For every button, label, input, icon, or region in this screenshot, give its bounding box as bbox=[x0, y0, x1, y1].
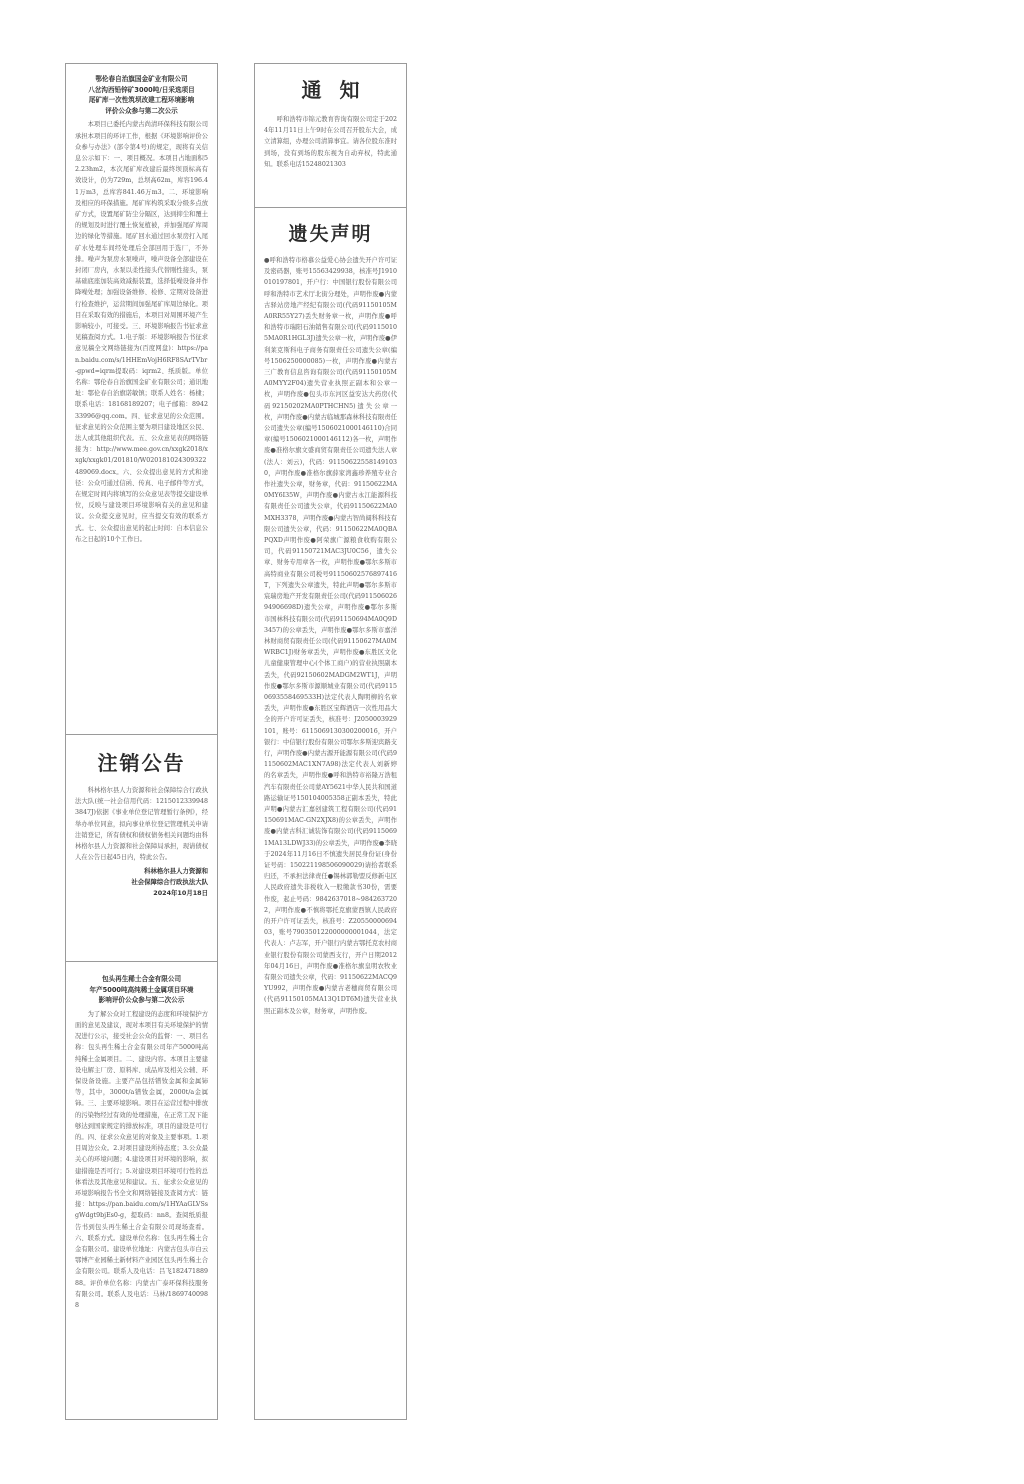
signature-line: 科林格尔县人力资源和 bbox=[144, 867, 208, 876]
deregistration-notice bbox=[66, 734, 217, 961]
title-line: 影响评价公众参与第二次公示 bbox=[98, 996, 185, 1005]
eia-notice-baotou bbox=[66, 961, 217, 1419]
title-line: 鄂伦春自治旗国金矿业有限公司 bbox=[95, 75, 188, 83]
deregistration-signature bbox=[75, 866, 208, 898]
loss-declaration bbox=[255, 207, 406, 1419]
meeting-notice-body: 呼和浩特市锦元教育咨询有限公司定于2024年11月11日上午9时在公司召开股东大会，成立清算组，办理公司清算事宜。请各位股东准时到场，没有到场的股东视为自动弃权，特此通知。联系电话15248021303 bbox=[264, 116, 397, 168]
title-line: 评价公众参与第二次公示 bbox=[105, 106, 178, 115]
loss-declaration-body: ●呼和浩特市格慕公益爱心协会遗失开户许可证及密码器，账号15563429938，核准号J1910010197801，开户行：中国银行股份有限公司呼和浩特市艺术厅北街分理处，声明作废●内蒙古驿站房地产经纪有限公司(代码91150105MA0RR55Y27)丢失财务章一枚，声明作废●呼和浩特市瑞阳石油销售有限公司(代码91150105MA0R1HGL3J)遗失公章一枚，声明作废●伊利莱克斯科电子商务有限责任公司遗失公章(编号1506250000085)一枚，声明作废●内蒙古三广教育信息咨询有限公司(代码91150105MA0MYY2F04)遗失营业执照正副本和公章一枚，声明作废●包头市东河区益安达大药房(代码92150202MA0PTHCHN5)遗失公章一枚，声明作废●内蒙古临城那森林科技有限责任公司遗失公章(编号1506021000146110)合同章(编号1506021000146112)各一枚，声明作废●准格尔旗文盛商贸有限责任公司遗失法人章(法人：刘云)，代码：911506225581491030，声明作废●准格尔旗薛家湾鑫珍养殖专业合作社遗失公章，财务章，代码：91150622MA0MY6I35W，声明作废●内蒙古永江能源科技有限责任公司遗失公章，代码91150622MA0MXH3378，声明作废●内蒙古智尚阔科科技有限公司遗失公章，代码：91150622MA0QBAPQXD声明作废●阿荣旗广源粮食收购有限公司，代码91150721MAC3JU0C56，遗失公章、财务专用章各一枚，声明作废●鄂尔多斯市高特商业有限公司税号91150602576897416T，下列遗失公章遗失，特此声明●鄂尔多斯市宸瑞房地产开发有限责任公司(代码91150602694906698D)遗失公章，声明作废●鄂尔多斯市国林科技有限公司(代码91150694MA0Q9D3457)的公章丢失，声明作废●鄂尔多斯市嘉洋林财商贸有限责任公司(代码91150627MA0MWRBC1J)财务章丢失，声明作废●东胜区文化儿童健康管理中心(个体工商户)的营业执照副本丢失，代码92150602MADGM2WT1J，声明作废●鄂尔多斯市源顺城业有限公司(代码91150693558469533H)法定代表人陶明柳的名章丢失，声明作废●东胜区宝辉酒店一次性用品大全的开户许可证丢失，核准号：J2050003929101，账号：6115069130300200016，开户银行：中信银行股份有限公司鄂尔多斯迎宾路支行，声明作废●内蒙古源开能源有限公司(代码91150602MAC1XN7A98)法定代表人刘新婷的名章丢失，声明作废●呼和浩特市裕隆万浩租汽车有限责任公司蒙AY5621中华人民共和国道路运输证号150104005358正副本丢失，特此声明●内蒙古汇嘉创建筑工程有限公司(代码91150691MAC-GN2XJX8)的公章丢失，声明作废●内蒙古科汇诚装饰有限公司(代码91150691MA13LDWJ33)的公章丢失，声明作废●李晓于2024年11月16日不慎遗失居民身份证(身份证号码：150221198506090029)请拾者联系归还，不承担法律责任●锡林郭勒盟反修新屯区人民政府遗失非税收入一般缴款书30份，需要作废，起止号码：9842637018~9842637202，声明作废●不慎将鄂托克旗蒙西镇人民政府的开户许可证丢失，核准号：Z2055000069403，账号790350122000000001044，法定代表人：卢志军，开户银行内蒙古鄂托克农村商业银行股份有限公司蒙西支行，开户日期2012年04月16日，声明作废●准格尔旗皇明农牧业有限公司遗失公章，代码：91150622MACQ9YU992，声明作废●内蒙古老穗商贸有限公司(代码91150105MA13Q1DT6M)遗失营业执照正副本及公章，财务章，声明作废。 bbox=[264, 257, 397, 1015]
title-line: 八岔沟西铅锌矿3000吨/日采选项目 bbox=[88, 85, 195, 94]
right-column bbox=[254, 63, 407, 1420]
eia-notice-guojin-body: 本项目已委托内蒙古尚清环保科技有限公司承担本项目的环评工作，根据《环境影响评价公众参与办法》(部令第4号)的规定，现将有关信息公示如下：一、项目概况。本项目占地面积52.23hm2，本次尾矿库改建后最终坝顶标高有效设计，仍为729m，总坝高62m，库容196.41万m3，总库容841.46万m3。二、环境影响及相应的环保措施。尾矿库构筑采取分级多点放矿方式，设置尾矿防尘分隔区，达到抑尘和覆土的规划及时进行覆土恢复植被，并加强尾矿库周边的绿化等措施。尾矿回水通过回水泵房打入尾矿水处理车间经处理后全部回用于选厂，不外排。噪声为泵房水泵噪声，噪声设备全部建设在封闭厂房内，水泵以柔性接头代替刚性接头，泵基础底座加装高效减振装置，选择低噪设备并作降噪处理；加强设备维修、检修、定期对设备进行检查维护，运营期间加强尾矿库周边绿化。项目在采取有效的措施后，本项目对周围环境产生影响较小，可接受。三、环境影响报告书征求意见稿查阅方式。1.电子版：环境影响报告书征求意见稿全文网络链接为(百度网盘)：https://pan.baidu.com/s/1HHEmVojH6RF8SArTVbr-gpwd=iqrm提取码：iqrm2、纸质版。单位名称：鄂伦春自治旗国金矿业有限公司；通讯地址：鄂伦春自治旗诺敏镇；联系人姓名：杨棣；联系电话：18168189207；电子邮箱：894233996@qq.com。四、征求意见的公众范围。征求意见的公众范围主要为项目建设地区公民、法人或其他组织代表。五、公众意见表的网络链接为：http://www.mee.gov.cn/xxgk2018/xxgk/xxgk01/201810/W020181024309322489069.docx。六、公众提出意见的方式和途径：公众可通过信函、传真、电子邮件等方式，在规定时间内将填写的公众意见表等提交建设单位，反映与建设项目环境影响有关的意见和建议。公众提交意见时，应当提交有效的联系方式。七、公众提出意见的起止时间：自本信息公布之日起的10个工作日。 bbox=[75, 121, 208, 543]
meeting-notice-title: 通知 bbox=[301, 78, 378, 102]
title-line: 年产5000吨高纯稀土金属项目环境 bbox=[89, 985, 194, 994]
eia-notice-guojin bbox=[66, 64, 217, 734]
eia-notice-guojin-title bbox=[75, 74, 208, 116]
loss-declaration-title: 遗失声明 bbox=[288, 223, 373, 245]
eia-notice-baotou-body: 为了解公众对工程建设的态度和环境保护方面的意见及建议，现对本项目有关环境保护的情况进行公示，接受社会公众的监督：一、项目名称：包头再生稀土合金有限公司年产5000吨高纯稀土金属项目。二、建设内容。本项目主要建设电解主厂房、原料库、成品库及相关公辅、环保设备设施。主要产品包括镨钕金属和金属铈等，其中，3000t/a镨钕金属，2000t/a金属铈。三、主要环境影响。项目在运营过程中排放的污染物经过有效的处理措施，在正常工况下能够达到国家规定的排放标准，项目的建设是可行的。四、征求公众意见的对象及主要事项。1.项目周边公众。2.对项目建设所持态度；3.公众最关心的环境问题；4.建设项目对环境的影响，拟建措施是否可行；5.对建设项目环境可行性的总体看法及其他意见和建议。五、征求公众意见的环境影响报告书全文和网络链接及查阅方式：链接：https://pan.baidu.com/s/1HYAaGLVSsgWdgt9bjEs0-g，提取码：nn8。查阅纸质报告书到包头再生稀土合金有限公司现场查看。六、联系方式。建设单位名称：包头再生稀土合金有限公司。建设单位地址：内蒙古包头市白云鄂博产业园稀土新材料产业园区包头再生稀土合金有限公司。联系人及电话：吕飞18247188988。评价单位名称：内蒙古广泰环保科技服务有限公司。联系人及电话：马林/18697400988 bbox=[75, 1010, 208, 1310]
signature-line: 2024年10月18日 bbox=[153, 888, 208, 897]
deregistration-body: 科林格尔县人力资源和社会保障综合行政执法大队(统一社会信用代码：12150123399483847J)依据《事业单位登记管理暂行条例》，经举办单位同意，拟向事业单位登记管理机关申请注销登记，所有债权和债权债务相关问题均由科林格尔县人力资源和社会保障局承担，现请债权人在公告日起45日内，特此公告。 bbox=[75, 787, 208, 862]
title-line: 尾矿库一次性筑坝改建工程环境影响 bbox=[88, 96, 195, 105]
title-line: 包头再生稀土合金有限公司 bbox=[101, 975, 182, 983]
meeting-notice bbox=[255, 64, 406, 207]
signature-line: 社会保障综合行政执法大队 bbox=[131, 878, 208, 887]
eia-notice-baotou-title bbox=[75, 974, 208, 1006]
left-column bbox=[65, 63, 218, 1420]
deregistration-title: 注销公告 bbox=[97, 751, 186, 775]
